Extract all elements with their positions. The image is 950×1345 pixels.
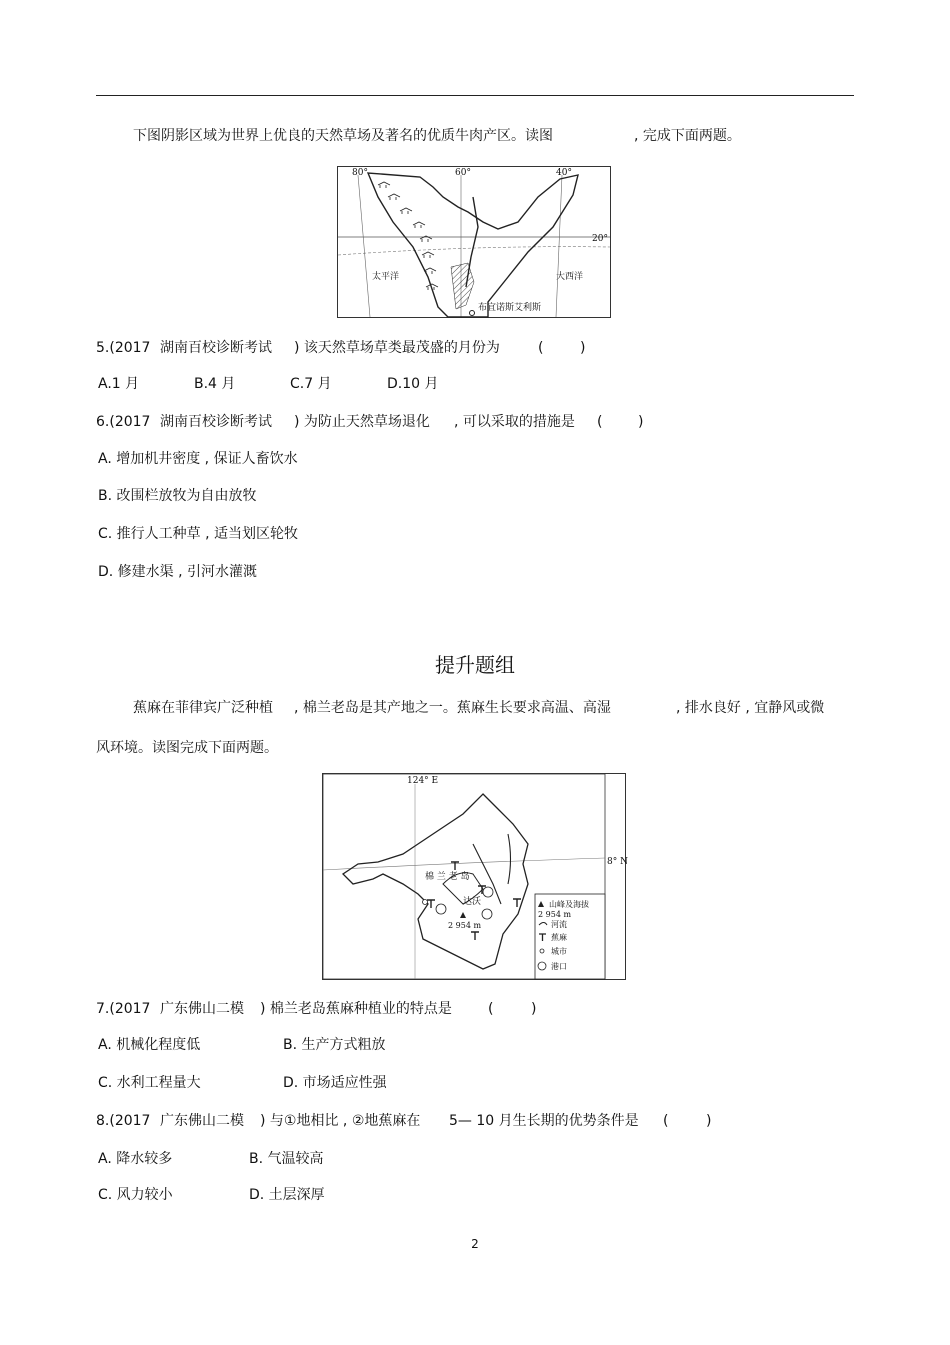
intro-text-2: , 完成下面两题。 xyxy=(634,128,741,144)
port-1-icon xyxy=(436,904,446,914)
q7-option-b[interactable]: B. 生产方式粗放 xyxy=(283,1037,386,1053)
q8-stem-1: ) 与①地相比 , ②地蕉麻在 xyxy=(260,1113,421,1129)
intro-text-1: 下图阴影区域为世界上优良的天然草场及著名的优质牛肉产区。读图 xyxy=(133,128,553,144)
q5-source: 湖南百校诊断考试 xyxy=(160,340,272,356)
q5-number: 5.(2017 xyxy=(96,340,151,356)
q8-option-b[interactable]: B. 气温较高 xyxy=(249,1151,324,1167)
q6-paren-open: ( xyxy=(597,414,603,430)
q7-paren-open: ( xyxy=(488,1001,494,1017)
river-2 xyxy=(508,834,511,884)
q8-number: 8.(2017 xyxy=(96,1113,151,1129)
q7-option-d[interactable]: D. 市场适应性强 xyxy=(283,1075,387,1091)
q6-option-d[interactable]: D. 修建水渠 , 引河水灌溉 xyxy=(98,564,258,580)
buenos-aires-label: 布宜诺斯艾利斯 xyxy=(478,303,542,313)
q6-option-b[interactable]: B. 改围栏放牧为自由放牧 xyxy=(98,488,257,504)
island-label: 棉 兰 老 岛 xyxy=(425,872,470,882)
peak-label: 2 954 m xyxy=(448,921,482,930)
city-marker xyxy=(470,311,475,316)
peak-icon xyxy=(460,912,466,918)
q6-number: 6.(2017 xyxy=(96,414,151,430)
q5-option-a[interactable]: A.1 月 xyxy=(98,376,140,392)
pacific-label: 太平洋 xyxy=(372,272,400,282)
q6-stem-2: , 可以采取的措施是 xyxy=(454,414,575,430)
legend-city: 城市 xyxy=(551,947,567,956)
q6-option-c[interactable]: C. 推行人工种草 , 适当划区轮牧 xyxy=(98,526,299,542)
port-2-icon xyxy=(483,887,493,897)
q5-option-d[interactable]: D.10 月 xyxy=(387,376,439,392)
q8-paren-open: ( xyxy=(663,1113,669,1129)
section-title: 提升题组 xyxy=(435,653,515,677)
q8-paren-close: ) xyxy=(706,1113,712,1129)
q5-stem: ) 该天然草场草类最茂盛的月份为 xyxy=(294,340,500,356)
q8-source: 广东佛山二模 xyxy=(160,1113,244,1129)
legend-river: 河流 xyxy=(551,920,567,929)
legend-abaca: 蕉麻 xyxy=(551,933,567,942)
intro2-line1-c: , 排水良好 , 宜静风或微 xyxy=(676,700,825,716)
q5-paren-open: ( xyxy=(538,340,544,356)
q8-option-c[interactable]: C. 风力较小 xyxy=(98,1187,173,1203)
south-america-map xyxy=(337,166,611,318)
q7-stem: ) 棉兰老岛蕉麻种植业的特点是 xyxy=(260,1001,452,1017)
lon-label-40: 40° xyxy=(556,168,572,178)
legend-peak-height: 2 954 m xyxy=(538,910,572,919)
atlantic-label: 大西洋 xyxy=(556,272,584,282)
q5-paren-close: ) xyxy=(580,340,586,356)
q6-paren-close: ) xyxy=(638,414,644,430)
lat-label-8n: 8° N xyxy=(607,857,628,867)
mindanao-map xyxy=(322,773,626,980)
q7-paren-close: ) xyxy=(531,1001,537,1017)
q7-option-a[interactable]: A. 机械化程度低 xyxy=(98,1037,201,1053)
q8-stem-2: 5— 10 月生长期的优势条件是 xyxy=(449,1113,639,1129)
continent-outline xyxy=(368,173,578,317)
grassland-hatch xyxy=(451,263,474,309)
q7-number: 7.(2017 xyxy=(96,1001,151,1017)
legend-port: 港口 xyxy=(551,962,567,971)
lon-label-124e: 124° E xyxy=(407,776,439,786)
page-number: 2 xyxy=(471,1237,479,1251)
q8-option-d[interactable]: D. 土层深厚 xyxy=(249,1187,325,1203)
q6-stem-1: ) 为防止天然草场退化 xyxy=(294,414,430,430)
city-label-davao: 达沃 xyxy=(463,897,482,907)
lat-label-20: 20° xyxy=(592,234,608,244)
intro2-line1-b: , 棉兰老岛是其产地之一。蕉麻生长要求高温、高湿 xyxy=(294,700,611,716)
q8-option-a[interactable]: A. 降水较多 xyxy=(98,1151,173,1167)
intro2-line2: 风环境。读图完成下面两题。 xyxy=(96,740,278,756)
q5-option-c[interactable]: C.7 月 xyxy=(290,376,332,392)
q5-option-b[interactable]: B.4 月 xyxy=(194,376,236,392)
q7-source: 广东佛山二模 xyxy=(160,1001,244,1017)
q6-option-a[interactable]: A. 增加机井密度 , 保证人畜饮水 xyxy=(98,451,298,467)
legend-peak: 山峰及海拔 xyxy=(549,900,589,909)
intro2-line1-a: 蕉麻在菲律宾广泛种植 xyxy=(133,700,273,716)
header-rule xyxy=(96,95,854,96)
lon-label-60: 60° xyxy=(455,168,471,178)
q6-source: 湖南百校诊断考试 xyxy=(160,414,272,430)
lon-label-80: 80° xyxy=(352,168,368,178)
q7-option-c[interactable]: C. 水利工程量大 xyxy=(98,1075,201,1091)
